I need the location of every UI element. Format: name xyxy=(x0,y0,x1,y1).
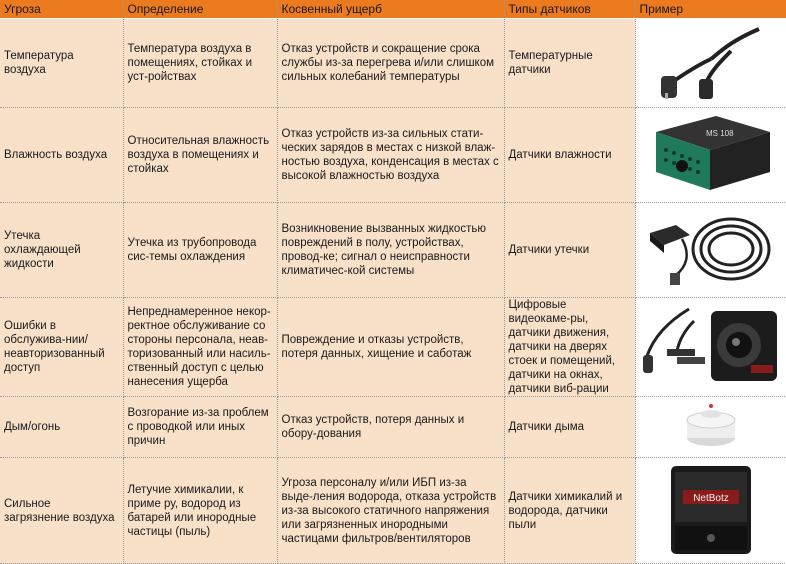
smoke-detector-icon xyxy=(681,400,741,450)
threat-cell: Влажность воздуха xyxy=(0,108,123,203)
sensors-cell: Температурные датчики xyxy=(504,19,635,108)
definition-cell: Возгорание из-за проблем с проводкой или иных причин xyxy=(123,397,277,458)
sensors-cell: Датчики дыма xyxy=(504,397,635,458)
temperature-sensor-cable-icon xyxy=(651,21,771,101)
device-label: NetBotz xyxy=(692,492,729,504)
definition-cell: Относительная влажность воздуха в помещениях и стойках xyxy=(123,108,277,203)
sensors-cell: Цифровые видеокаме-ры, датчики движения, датчики на дверях стоек и помещений, датчики на окнах, датчики виб-рации xyxy=(504,298,635,397)
definition-cell: Температура воздуха в помещениях, стойках и уст-ройствах xyxy=(123,19,277,108)
netbotz-appliance-icon xyxy=(663,460,759,558)
threat-cell: Ошибки в обслужива-нии/неавторизованный доступ xyxy=(0,298,123,397)
example-cell xyxy=(635,108,786,203)
header-sensors: Типы датчиков xyxy=(504,0,635,19)
threat-cell: Температура воздуха xyxy=(0,19,123,108)
damage-cell: Угроза персоналу и/или ИБП из-за выде-ления водорода, отказа устройств из-за высокого статичного напряжения или загрязненных инородными частицами фильтров/вентиляторов xyxy=(277,458,504,564)
definition-cell: Летучие химикалии, к приме ру, водород из батарей или инородные частицы (пыль) xyxy=(123,458,277,564)
example-cell xyxy=(635,203,786,298)
humidity-sensor-box-icon xyxy=(646,110,776,196)
sensors-cell: Датчики химикалий и водорода, датчики пыли xyxy=(504,458,635,564)
threat-cell: Сильное загрязнение воздуха xyxy=(0,458,123,564)
camera-and-door-sensor-icon xyxy=(639,301,783,389)
damage-cell: Повреждение и отказы устройств, потеря данных, хищение и саботаж xyxy=(277,298,504,397)
leak-sensor-cable-icon xyxy=(646,205,776,291)
header-threat: Угроза xyxy=(0,0,123,19)
table-row xyxy=(0,108,786,203)
sensors-cell: Датчики влажности xyxy=(504,108,635,203)
definition-cell: Утечка из трубопровода сис-темы охлаждения xyxy=(123,203,277,298)
header-example: Пример xyxy=(635,0,786,19)
table-row xyxy=(0,458,786,564)
threat-cell: Дым/огонь xyxy=(0,397,123,458)
example-cell xyxy=(635,19,786,108)
example-cell xyxy=(635,458,786,564)
definition-cell: Непреднамеренное некор-ректное обслуживание со стороны персонала, неав-торизованный или насиль-ственный доступ с целью нанесения ущерба xyxy=(123,298,277,397)
header-definition: Определение xyxy=(123,0,277,19)
header-damage: Косвенный ущерб xyxy=(277,0,504,19)
sensors-cell: Датчики утечки xyxy=(504,203,635,298)
damage-cell: Отказ устройств, потеря данных и обору-дования xyxy=(277,397,504,458)
threat-cell: Утечка охлаждающей жидкости xyxy=(0,203,123,298)
example-cell xyxy=(635,397,786,458)
table-row xyxy=(0,19,786,108)
table-row xyxy=(0,397,786,458)
table-row xyxy=(0,203,786,298)
damage-cell: Отказ устройств и сокращение срока службы из-за перегрева и/или слишком сильных колебаний температуры xyxy=(277,19,504,108)
header-row xyxy=(0,0,786,19)
damage-cell: Отказ устройств из-за сильных стати-ческих зарядов в местах с низкой влаж-ностью воздуха, конденсация в местах с высокой влажностью воздуха xyxy=(277,108,504,203)
example-cell xyxy=(635,298,786,397)
damage-cell: Возникновение вызванных жидкостью повреждений в полу, устройствах, провод-ке; сигнал о неисправности климатичес-кой системы xyxy=(277,203,504,298)
device-label: MS 108 xyxy=(705,129,734,138)
table-row xyxy=(0,298,786,397)
